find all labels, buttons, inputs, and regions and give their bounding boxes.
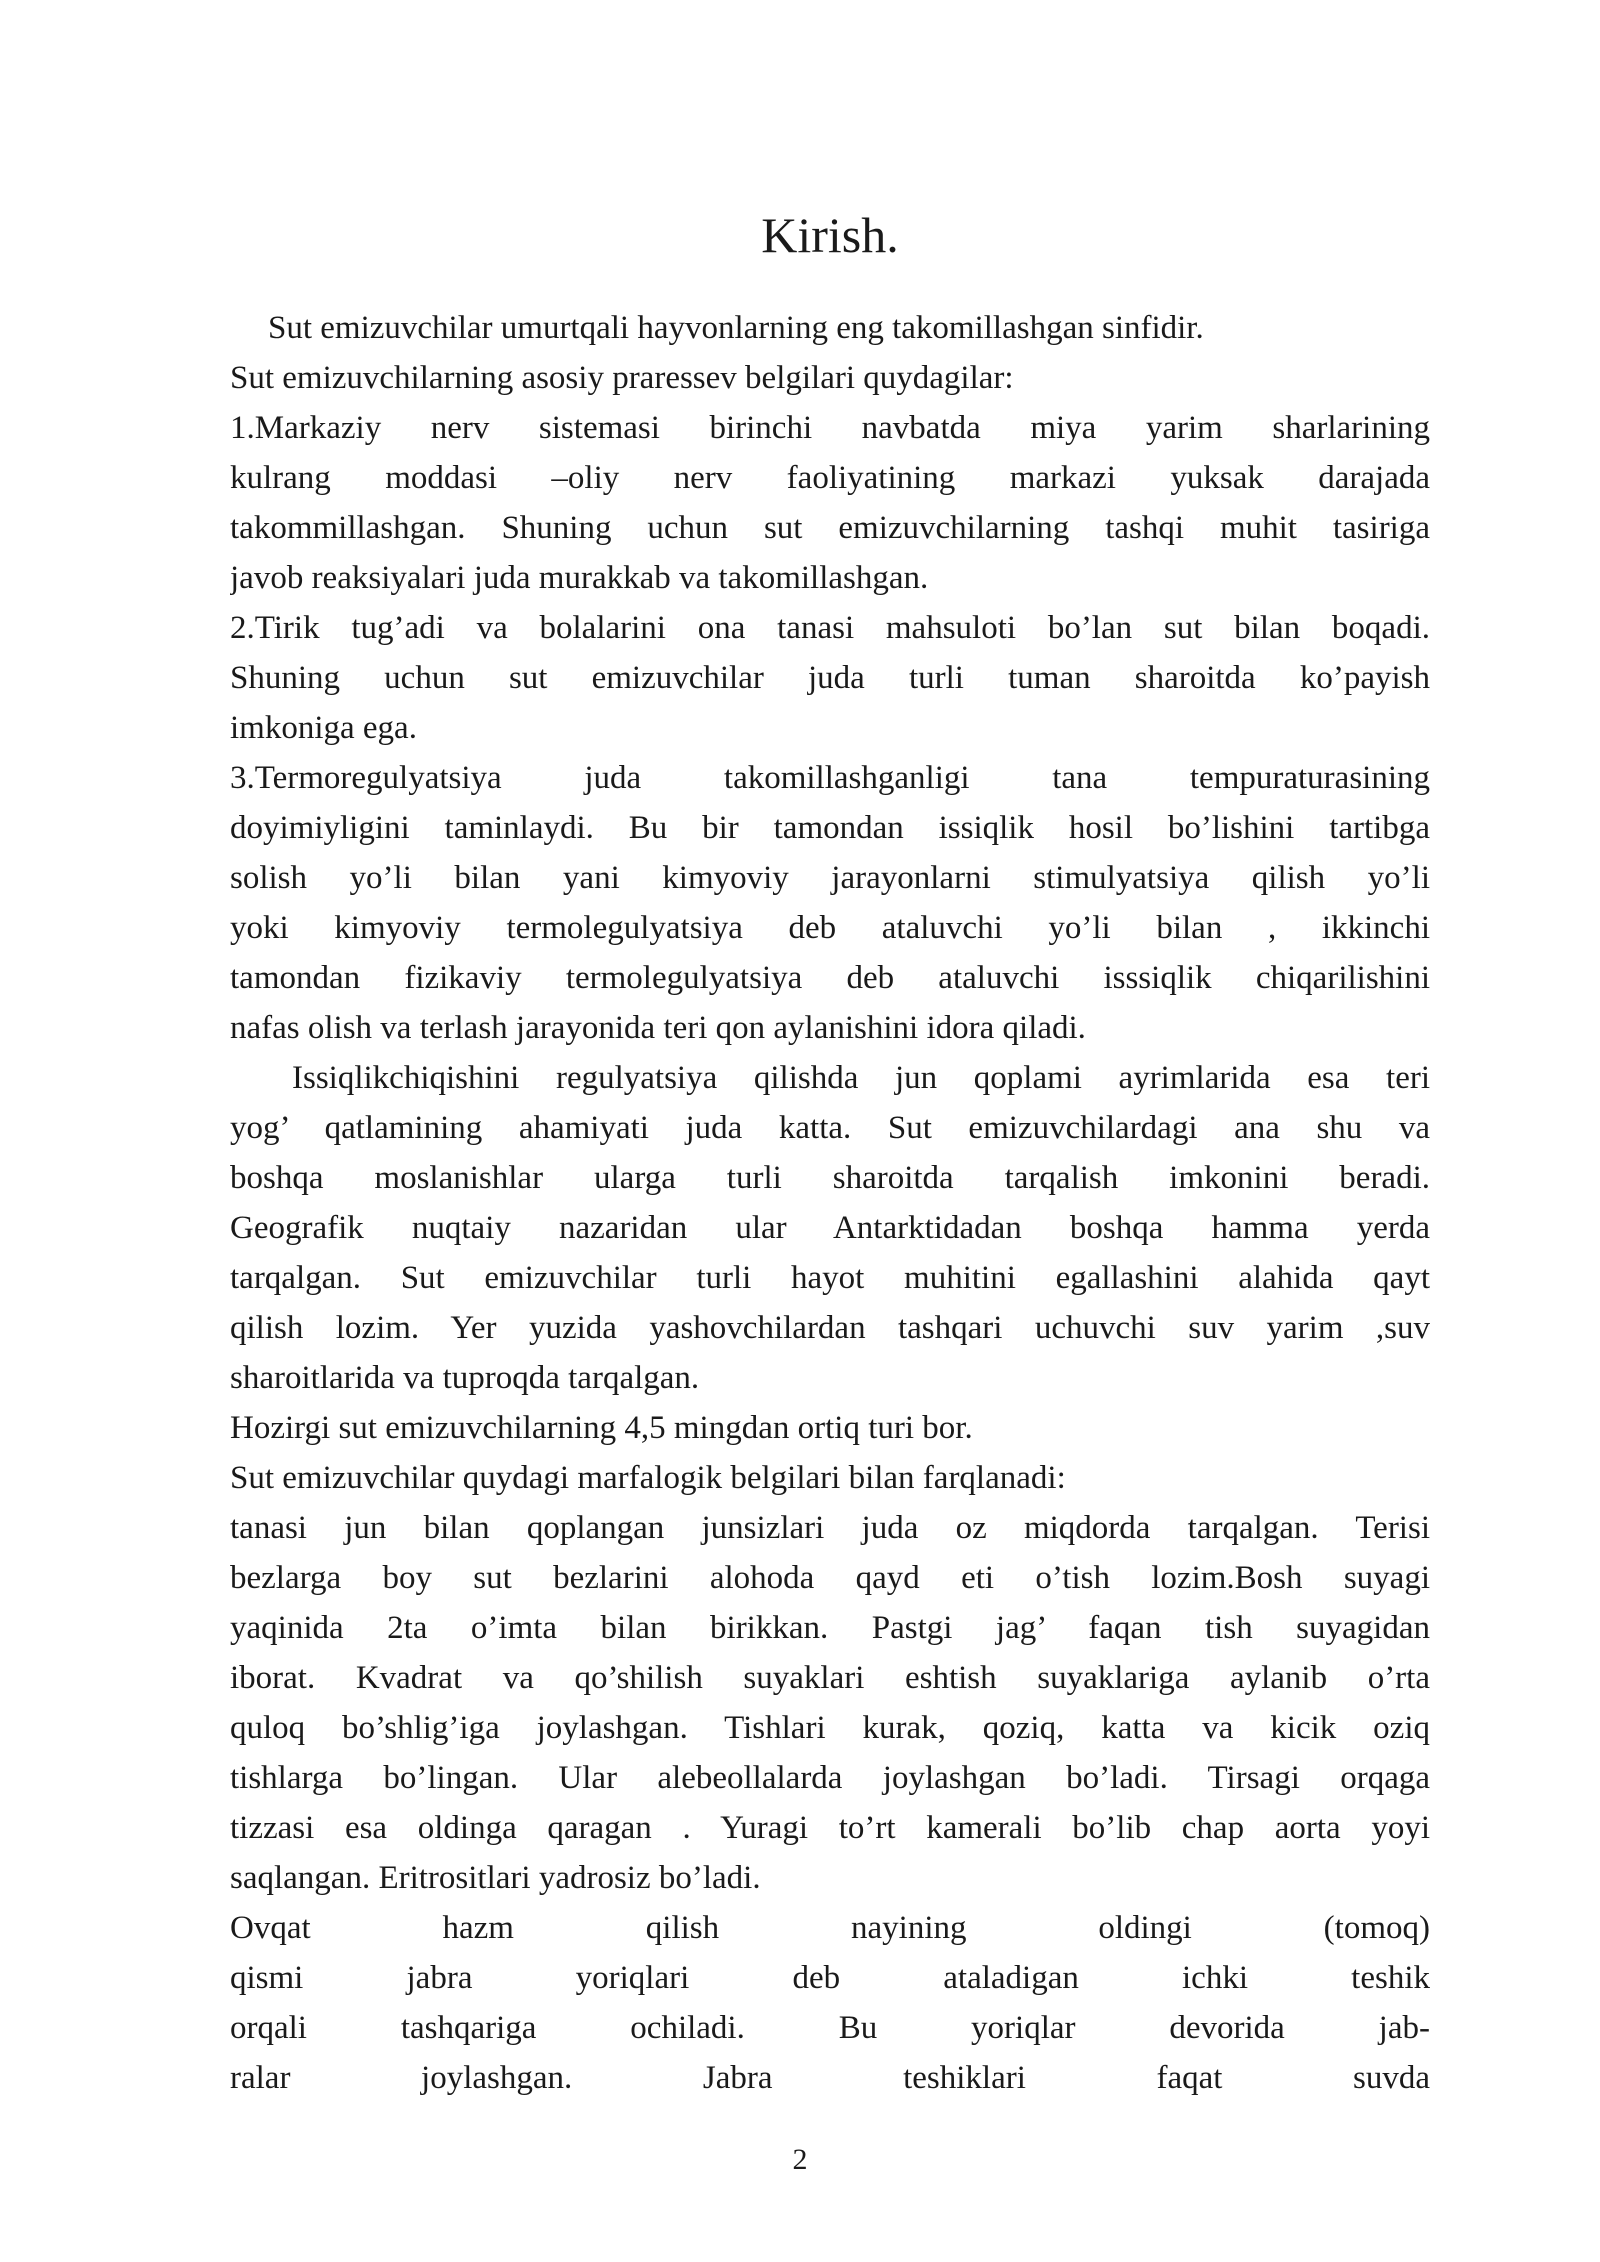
body-text: [230, 303, 1430, 2103]
text-line: saqlangan. Eritrositlari yadrosiz bo’ladi.: [230, 1860, 761, 1896]
text-line: iborat. Kvadrat va qo’shilish suyaklari eshtish suyaklariga aylanib o’rta: [230, 1660, 1430, 1696]
text-line: takommillashgan. Shuning uchun sut emizuvchilarning tashqi muhit tasiriga: [230, 510, 1430, 546]
text-line: tanasi jun bilan qoplangan junsizlari juda oz miqdorda tarqalgan. Terisi: [230, 1510, 1430, 1546]
text-line: Sut emizuvchilar umurtqali hayvonlarning eng takomillashgan sinfidir.: [268, 310, 1204, 346]
text-line: ralar joylashgan. Jabra teshiklari faqat suvda: [230, 2060, 1430, 2096]
text-line: qismi jabra yoriqlari deb ataladigan ichki teshik: [230, 1960, 1430, 1996]
text-line: Hozirgi sut emizuvchilarning 4,5 mingdan ortiq turi bor.: [230, 1410, 973, 1446]
text-line: Ovqat hazm qilish nayining oldingi (tomoq): [230, 1910, 1430, 1946]
text-line: bezlarga boy sut bezlarini alohoda qayd eti o’tish lozim.Bosh suyagi: [230, 1560, 1430, 1596]
text-line: tarqalgan. Sut emizuvchilar turli hayot muhitini egallashini alahida qayt: [230, 1260, 1430, 1296]
text-line: Issiqlikchiqishini regulyatsiya qilishda jun qoplami ayrimlarida esa teri: [292, 1060, 1430, 1096]
text-line: Shuning uchun sut emizuvchilar juda turli tuman sharoitda ko’payish: [230, 660, 1430, 696]
text-line: doyimiyligini taminlaydi. Bu bir tamondan issiqlik hosil bo’lishini tartibga: [230, 810, 1430, 846]
page-title: Kirish.: [761, 207, 899, 263]
text-line: tizzasi esa oldinga qaragan . Yuragi to’rt kamerali bo’lib chap aorta yoyi: [230, 1810, 1430, 1846]
text-line: 3.Termoregulyatsiya juda takomillashganligi tana tempuraturasining: [230, 760, 1430, 796]
text-line: Sut emizuvchilarning asosiy praressev belgilari quydagilar:: [230, 360, 1014, 396]
text-line: yaqinida 2ta o’imta bilan birikkan. Pastgi jag’ faqan tish suyagidan: [230, 1610, 1430, 1646]
text-line: boshqa moslanishlar ularga turli sharoitda tarqalish imkonini beradi.: [230, 1160, 1430, 1196]
text-line: 2.Tirik tug’adi va bolalarini ona tanasi mahsuloti bo’lan sut bilan boqadi.: [230, 610, 1430, 646]
text-line: nafas olish va terlash jarayonida teri qon aylanishini idora qiladi.: [230, 1010, 1086, 1046]
text-line: imkoniga ega.: [230, 710, 417, 746]
text-line: javob reaksiyalari juda murakkab va takomillashgan.: [230, 560, 929, 596]
text-line: 1.Markaziy nerv sistemasi birinchi navbatda miya yarim sharlarining: [230, 410, 1430, 446]
text-line: yoki kimyoviy termolegulyatsiya deb ataluvchi yo’li bilan , ikkinchi: [230, 910, 1430, 946]
text-line: Sut emizuvchilar quydagi marfalogik belgilari bilan farqlanadi:: [230, 1460, 1066, 1496]
text-line: solish yo’li bilan yani kimyoviy jarayonlarni stimulyatsiya qilish yo’li: [230, 860, 1430, 896]
text-line: yog’ qatlamining ahamiyati juda katta. Sut emizuvchilardagi ana shu va: [230, 1110, 1430, 1146]
page-number: 2: [792, 2143, 808, 2176]
text-line: Geografik nuqtaiy nazaridan ular Antarktidadan boshqa hamma yerda: [230, 1210, 1430, 1246]
text-line: quloq bo’shlig’iga joylashgan. Tishlari kurak, qoziq, katta va kicik oziq: [230, 1710, 1430, 1746]
text-line: kulrang moddasi –oliy nerv faoliyatining markazi yuksak darajada: [230, 460, 1430, 496]
text-line: tishlarga bo’lingan. Ular alebeollalarda joylashgan bo’ladi. Tirsagi orqaga: [230, 1760, 1430, 1796]
document-page: [230, 205, 1430, 2103]
text-line: tamondan fizikaviy termolegulyatsiya deb ataluvchi isssiqlik chiqarilishini: [230, 960, 1430, 996]
text-line: qilish lozim. Yer yuzida yashovchilardan tashqari uchuvchi suv yarim ,suv: [230, 1310, 1430, 1346]
text-line: orqali tashqariga ochiladi. Bu yoriqlar devorida jab-: [230, 2010, 1430, 2046]
text-line: sharoitlarida va tuproqda tarqalgan.: [230, 1360, 700, 1396]
